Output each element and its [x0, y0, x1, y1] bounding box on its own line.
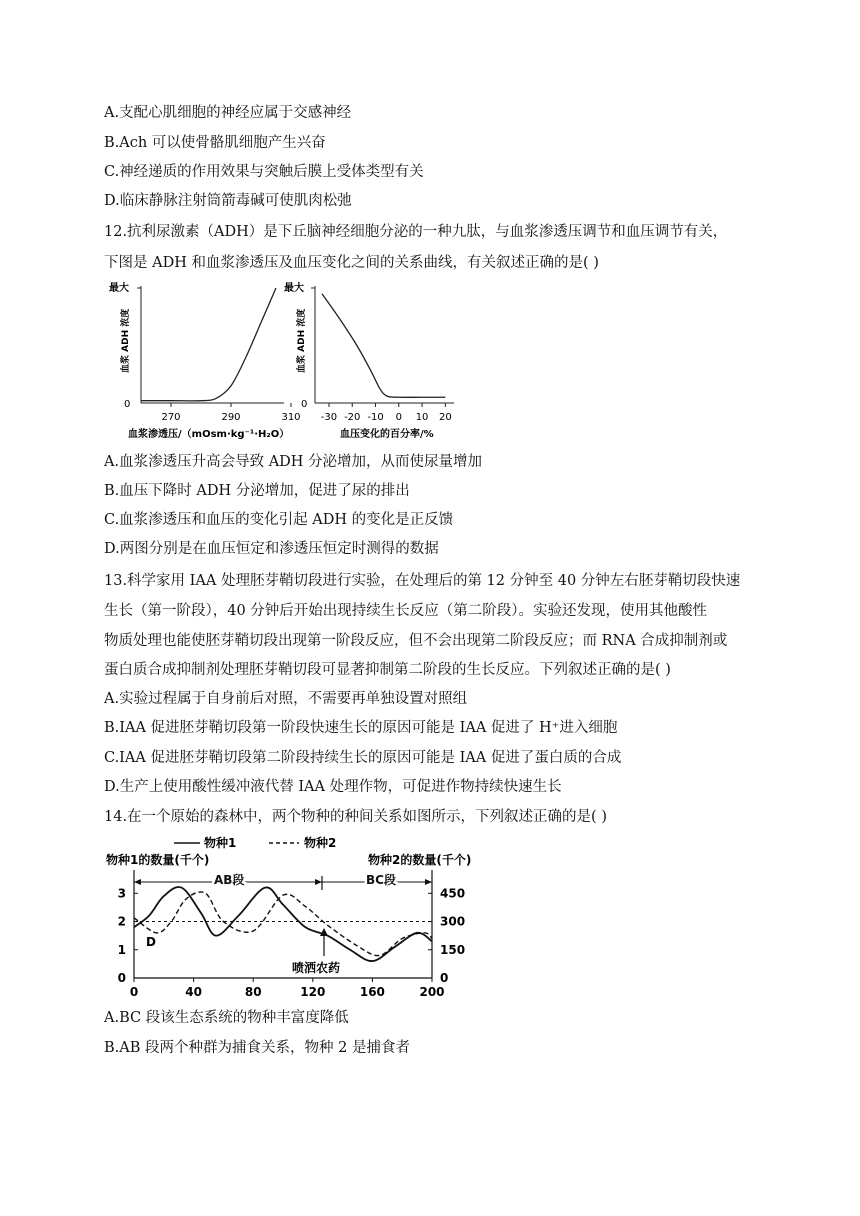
bc-segment-label: BC段 [366, 873, 396, 887]
chart2-xtick: 20 [438, 412, 452, 423]
chart2-xtick: -20 [344, 412, 361, 423]
chart2-xtick: -30 [320, 412, 338, 423]
q12-option-d: D.两图分别是在血压恒定和渗透压恒定时测得的数据 [104, 541, 439, 557]
y-left-tick: 3 [117, 886, 126, 901]
y-left-tick: 1 [117, 942, 126, 957]
chart2-xlabel: 血压变化的百分率/% [340, 429, 434, 440]
q11-option-d: D.临床静脉注射筒箭毒碱可使肌肉松弛 [104, 193, 352, 209]
y-left-tick: 0 [117, 971, 126, 985]
ab-segment-label: AB段 [214, 873, 245, 887]
species-population-chart [104, 832, 474, 1004]
q13-stem-line4: 蛋白质合成抑制剂处理胚芽鞘切段可显著抑制第二阶段的生长反应。下列叙述正确的是( ) [104, 662, 671, 678]
species2-line [134, 892, 432, 956]
chart2-xtick: 10 [415, 412, 429, 423]
q12-option-c: C.血浆渗透压和血压的变化引起 ADH 的变化是正反馈 [104, 512, 454, 528]
q12-stem-line2: 下图是 ADH 和血浆渗透压及血压变化之间的关系曲线，有关叙述正确的是( ) [104, 255, 599, 271]
y-right-title: 物种2的数量(千个) [368, 853, 472, 867]
chart2-line [322, 294, 445, 398]
q11-option-b: B.Ach 可以使骨骼肌细胞产生兴奋 [104, 135, 326, 151]
chart1-xtick: 290 [221, 412, 241, 423]
q14-stem: 14.在一个原始的森林中，两个物种的种间关系如图所示，下列叙述正确的是( ) [104, 809, 607, 825]
chart2-ymax-label: 最大 [284, 283, 304, 294]
chart2-yzero-label: 0 [301, 399, 308, 410]
chart1-xtick: 270 [161, 412, 181, 423]
q13-option-b: B.IAA 促进胚芽鞘切段第一阶段快速生长的原因可能是 IAA 促进了 H⁺进入细胞 [104, 720, 618, 736]
y-left-title: 物种1的数量(千个) [106, 853, 210, 867]
y-right-tick: 450 [440, 886, 466, 901]
q13-option-a: A.实验过程属于自身前后对照，不需要再单独设置对照组 [104, 691, 468, 707]
y-right-tick: 150 [440, 942, 466, 957]
chart2-xtick: 0 [395, 412, 402, 423]
q14-option-b: B.AB 段两个种群为捕食关系，物种 2 是捕食者 [104, 1040, 410, 1056]
q12-option-a: A.血浆渗透压升高会导致 ADH 分泌增加，从而使尿量增加 [104, 454, 483, 470]
x-tick: 120 [300, 985, 326, 999]
chart1-line [141, 288, 276, 401]
q13-option-d: D.生产上使用酸性缓冲液代替 IAA 处理作物，可促进作物持续快速生长 [104, 779, 562, 795]
q11-option-a: A.支配心肌细胞的神经应属于交感神经 [104, 105, 352, 121]
x-tick: 160 [359, 985, 385, 999]
y-right-tick: 0 [440, 971, 449, 985]
adh-osmotic-chart [104, 278, 301, 448]
y-right-tick: 300 [440, 914, 466, 929]
q12-stem-line1: 12.抗利尿激素（ADH）是下丘脑神经细胞分泌的一种九肽，与血浆渗透压调节和血压调节有关， [104, 224, 728, 240]
adh-bloodpressure-chart [282, 278, 462, 448]
q13-stem-line3: 物质处理也能使胚芽鞘切段出现第一阶段反应，但不会出现第二阶段反应；而 RNA 合成抑制剂或 [104, 633, 728, 649]
q12-option-b: B.血压下降时 ADH 分泌增加，促进了尿的排出 [104, 483, 410, 499]
chart2-xtick: -10 [367, 412, 384, 423]
species1-line [134, 887, 432, 961]
point-d-label: D [146, 935, 156, 949]
x-tick: 40 [185, 985, 202, 999]
q14-option-a: A.BC 段该生态系统的物种丰富度降低 [104, 1010, 349, 1026]
chart2-ylabel: 血浆 ADH 浓度 [297, 308, 307, 373]
x-tick: 200 [419, 985, 445, 999]
chart1-xtick: 310 [281, 412, 301, 423]
x-tick: 80 [244, 985, 262, 999]
q13-stem-line1: 13.科学家用 IAA 处理胚芽鞘切段进行实验，在处理后的第 12 分钟至 40 分钟左右胚芽鞘切段快速 [104, 573, 741, 589]
q11-option-c: C.神经递质的作用效果与突触后膜上受体类型有关 [104, 164, 424, 180]
chart1-yzero-label: 0 [124, 399, 131, 410]
chart1-ylabel: 血浆 ADH 浓度 [121, 308, 131, 373]
legend-species2: 物种2 [304, 836, 337, 850]
x-tick: 0 [129, 985, 139, 999]
q13-stem-line2: 生长（第一阶段），40 分钟后开始出现持续生长反应（第二阶段）。实验还发现，使用其他酸性 [104, 603, 708, 619]
legend-species1: 物种1 [204, 836, 237, 850]
chart1-xlabel: 血浆渗透压/（mOsm·kg⁻¹·H₂O） [128, 429, 290, 440]
q13-option-c: C.IAA 促进胚芽鞘切段第二阶段持续生长的原因可能是 IAA 促进了蛋白质的合成 [104, 750, 622, 766]
y-left-tick: 2 [117, 914, 126, 929]
chart1-ymax-label: 最大 [109, 283, 129, 294]
pesticide-annotation: 喷洒农药 [292, 961, 341, 975]
